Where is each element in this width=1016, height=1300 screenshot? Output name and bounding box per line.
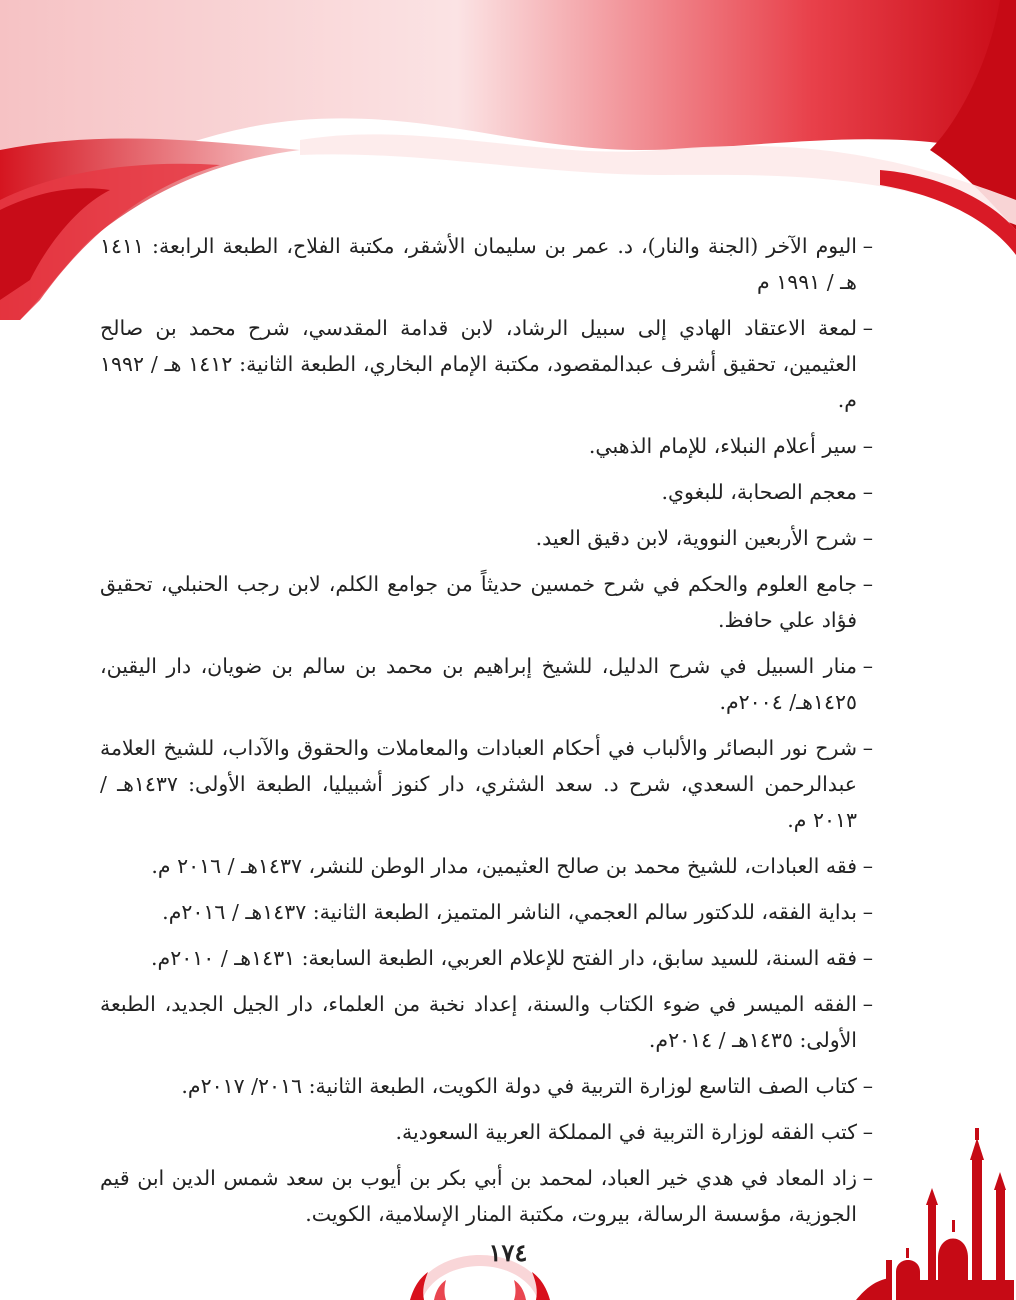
list-dash: –	[862, 946, 873, 970]
list-dash: –	[862, 1120, 873, 1144]
reference-item: – كتاب الصف التاسع لوزارة التربية في دولة الكويت، الطبعة الثانية: ٢٠١٦/ ٢٠١٧م.	[100, 1068, 873, 1104]
list-dash: –	[862, 572, 873, 596]
list-dash: –	[862, 1074, 873, 1098]
list-dash: –	[862, 526, 873, 550]
list-dash: –	[862, 1166, 873, 1190]
list-dash: –	[862, 854, 873, 878]
list-dash: –	[862, 736, 873, 760]
list-dash: –	[862, 654, 873, 678]
reference-item: – معجم الصحابة، للبغوي.	[100, 474, 873, 510]
list-dash: –	[862, 316, 873, 340]
reference-item: – جامع العلوم والحكم في شرح خمسين حديثاً من جوامع الكلم، لابن رجب الحنبلي، تحقيق فؤاد علي حافظ.	[100, 566, 873, 638]
reference-item: – اليوم الآخر (الجنة والنار)، د. عمر بن سليمان الأشقر، مكتبة الفلاح، الطبعة الرابعة: ١٤١١ هـ / ١٩٩١ م	[100, 228, 873, 300]
reference-item: – كتب الفقه لوزارة التربية في المملكة العربية السعودية.	[100, 1114, 873, 1150]
reference-item: – سير أعلام النبلاء، للإمام الذهبي.	[100, 428, 873, 464]
reference-item: – شرح الأربعين النووية، لابن دقيق العيد.	[100, 520, 873, 556]
reference-item: – فقه العبادات، للشيخ محمد بن صالح العثيمين، مدار الوطن للنشر، ١٤٣٧هـ / ٢٠١٦ م.	[100, 848, 873, 884]
list-dash: –	[862, 480, 873, 504]
page-number: ١٧٤	[488, 1238, 528, 1267]
reference-item: – فقه السنة، للسيد سابق، دار الفتح للإعلام العربي، الطبعة السابعة: ١٤٣١هـ / ٢٠١٠م.	[100, 940, 873, 976]
list-dash: –	[862, 434, 873, 458]
list-dash: –	[862, 234, 873, 258]
list-dash: –	[862, 992, 873, 1016]
reference-item: – الفقه الميسر في ضوء الكتاب والسنة، إعداد نخبة من العلماء، دار الجيل الجديد، الطبعة الأولى: ١٤٣٥هـ / ٢٠١٤م.	[100, 986, 873, 1058]
reference-item: – لمعة الاعتقاد الهادي إلى سبيل الرشاد، لابن قدامة المقدسي، شرح محمد بن صالح العثيمين، تحقيق أشرف عبدالمقصود، مكتبة الإمام البخاري، الطبعة الثانية: ١٤١٢ هـ / ١٩٩٢ م.	[100, 310, 873, 418]
references-list	[100, 228, 873, 1242]
list-dash: –	[862, 900, 873, 924]
reference-item: – زاد المعاد في هدي خير العباد، لمحمد بن أبي بكر بن أيوب بن سعد شمس الدين ابن قيم الجوزية، مؤسسة الرسالة، بيروت، مكتبة المنار الإسلامية، الكويت.	[100, 1160, 873, 1232]
mosque-silhouette-decoration	[856, 1120, 1016, 1300]
reference-item: – شرح نور البصائر والألباب في أحكام العبادات والمعاملات والحقوق والآداب، للشيخ العلامة عبدالرحمن السعدي، شرح د. سعد الشثري، دار كنوز أشبيليا، الطبعة الأولى: ١٤٣٧هـ / ٢٠١٣ م.	[100, 730, 873, 838]
reference-item: – منار السبيل في شرح الدليل، للشيخ إبراهيم بن محمد بن سالم بن ضويان، دار اليقين، ١٤٢٥هـ/ ٢٠٠٤م.	[100, 648, 873, 720]
reference-item: – بداية الفقه، للدكتور سالم العجمي، الناشر المتميز، الطبعة الثانية: ١٤٣٧هـ / ٢٠١٦م.	[100, 894, 873, 930]
